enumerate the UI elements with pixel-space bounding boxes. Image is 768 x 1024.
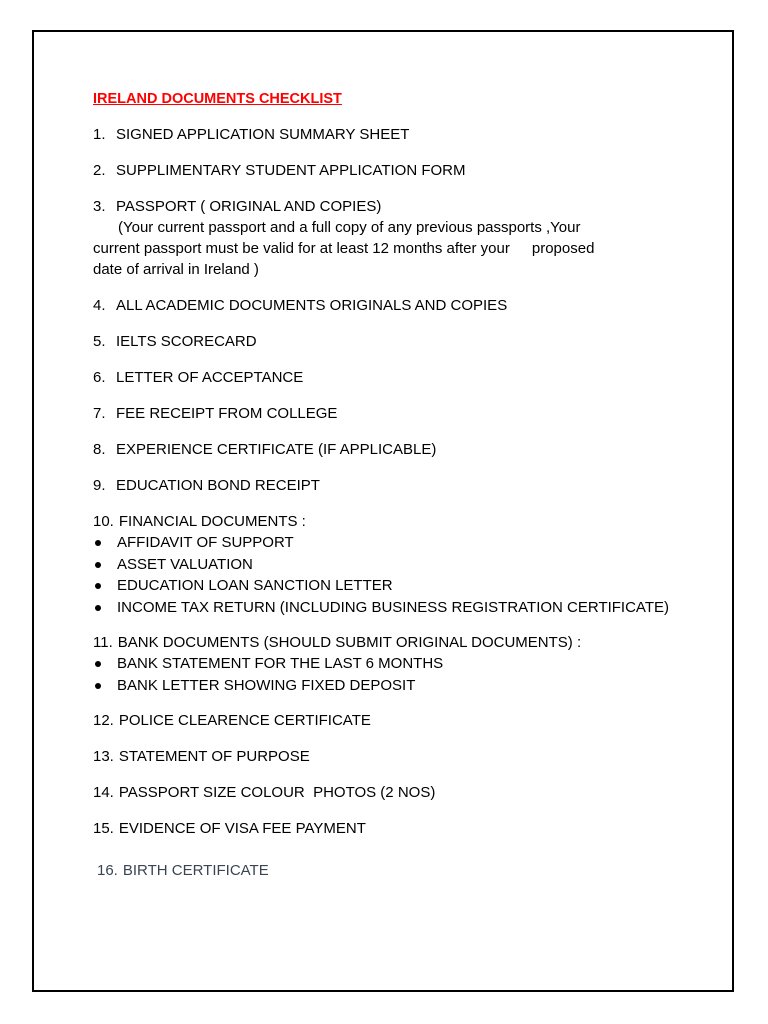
item-number: 4. <box>93 297 106 314</box>
passport-note-line: date of arrival in Ireland ) <box>93 261 259 278</box>
item-text: EVIDENCE OF VISA FEE PAYMENT <box>118 820 366 837</box>
item-text: FINANCIAL DOCUMENTS : <box>118 513 306 530</box>
passport-note-text: proposed <box>531 240 595 257</box>
checklist-item <box>93 475 693 496</box>
item-number: 12. <box>93 712 114 729</box>
item-text: STATEMENT OF PURPOSE <box>118 748 310 765</box>
item-number: 13. <box>93 748 114 765</box>
list-item: ASSET VALUATION <box>93 554 693 576</box>
item-text: FEE RECEIPT FROM COLLEGE <box>116 405 338 422</box>
list-item: BANK STATEMENT FOR THE LAST 6 MONTHS <box>93 653 693 675</box>
bank-documents-list <box>93 653 693 696</box>
checklist-item <box>93 160 693 181</box>
checklist-item <box>93 403 693 424</box>
item-text: SIGNED APPLICATION SUMMARY SHEET <box>116 126 410 143</box>
list-item: INCOME TAX RETURN (INCLUDING BUSINESS REGISTRATION CERTIFICATE) <box>93 597 693 619</box>
document-title: IRELAND DOCUMENTS CHECKLIST <box>93 91 342 107</box>
item-number: 11. <box>93 634 113 651</box>
item-text: POLICE CLEARENCE CERTIFICATE <box>118 712 371 729</box>
item-number: 7. <box>93 405 106 422</box>
checklist-item <box>93 439 693 460</box>
checklist-item <box>93 331 693 352</box>
passport-note <box>93 217 693 280</box>
item-text: ALL ACADEMIC DOCUMENTS ORIGINALS AND COPIES <box>116 297 508 314</box>
item-text: LETTER OF ACCEPTANCE <box>116 369 304 386</box>
item-text: SUPPLIMENTARY STUDENT APPLICATION FORM <box>116 162 466 179</box>
item-number: 14. <box>93 784 114 801</box>
item-text: EXPERIENCE CERTIFICATE (IF APPLICABLE) <box>116 441 437 458</box>
list-item: BANK LETTER SHOWING FIXED DEPOSIT <box>93 675 693 697</box>
checklist-item <box>93 860 693 881</box>
checklist-item <box>93 782 693 803</box>
checklist-item <box>93 367 693 388</box>
item-text: IELTS SCORECARD <box>116 333 257 350</box>
passport-note-line <box>93 238 693 259</box>
checklist-item <box>93 818 693 839</box>
checklist-item <box>93 710 693 731</box>
item-number: 10. <box>93 513 114 530</box>
item-number: 9. <box>93 477 106 494</box>
checklist-item <box>93 124 693 145</box>
passport-note-line: (Your current passport and a full copy of any previous passports ,Your <box>118 219 581 236</box>
item-text: PASSPORT SIZE COLOUR PHOTOS (2 NOS) <box>118 784 436 801</box>
item-text: EDUCATION BOND RECEIPT <box>116 477 320 494</box>
item-number: 5. <box>93 333 106 350</box>
item-number: 6. <box>93 369 106 386</box>
checklist-item <box>93 295 693 316</box>
checklist-item <box>93 196 693 280</box>
item-number: 2. <box>93 162 106 179</box>
item-number: 16. <box>97 862 118 879</box>
checklist-content <box>93 89 693 896</box>
item-text: BANK DOCUMENTS (SHOULD SUBMIT ORIGINAL DOCUMENTS) : <box>117 634 582 651</box>
list-item: EDUCATION LOAN SANCTION LETTER <box>93 575 693 597</box>
checklist-item <box>93 511 693 618</box>
financial-documents-list <box>93 532 693 618</box>
checklist-item <box>93 632 693 696</box>
item-text: BIRTH CERTIFICATE <box>122 862 269 879</box>
item-number: 15. <box>93 820 114 837</box>
item-text: PASSPORT ( ORIGINAL AND COPIES) <box>116 198 382 215</box>
passport-note-text: current passport must be valid for at least 12 months after your <box>93 240 510 257</box>
checklist-item <box>93 746 693 767</box>
item-number: 8. <box>93 441 106 458</box>
item-number: 3. <box>93 198 106 215</box>
list-item: AFFIDAVIT OF SUPPORT <box>93 532 693 554</box>
item-number: 1. <box>93 126 106 143</box>
